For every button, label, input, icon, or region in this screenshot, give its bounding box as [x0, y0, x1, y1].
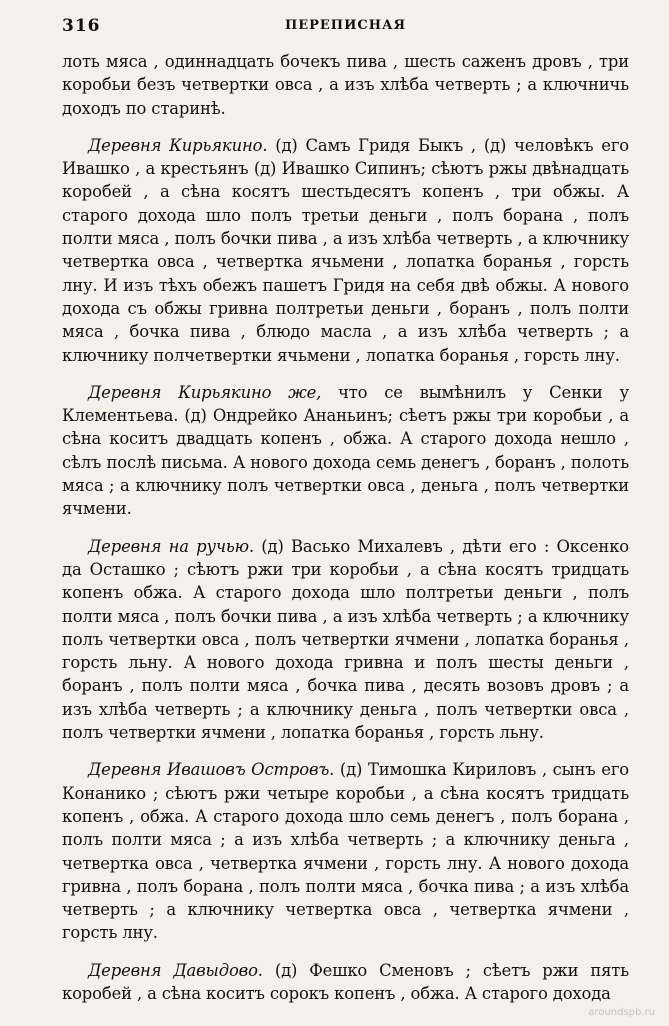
page-header	[62, 16, 629, 40]
paragraph-text: что се вымѣнилъ у Сенки у Клементьева. (д) Ондрейко Ананьинъ; сѣетъ ржы три коробьи , а сѣна коситъ двадцать копенъ , обжа. А старого дохода нешло , сѣлъ послѣ письма. А нового дохода семь денегъ , боранъ , полоть мяса ; а ключнику полъ четвертки овса , деньга , полъ четвертки ячмени.	[62, 382, 629, 519]
page-number: 316	[62, 16, 101, 36]
village-title: Деревня Кирьякино же,	[88, 382, 322, 402]
paragraph-village-davydovo	[62, 959, 629, 1006]
village-title: Деревня на ручью.	[88, 536, 255, 556]
paragraph-continuation	[62, 50, 629, 120]
paragraph-text: лоть мяса , одиннадцать бочекъ пива , шесть саженъ дровъ , три коробьи безъ четвертки овса , а изъ хлѣба четверть ; а ключничь доходъ по старинѣ.	[62, 52, 629, 118]
paragraph-text: (д) Самъ Гридя Быкъ , (д) человѣкъ его Ивашко , а крестьянъ (д) Ивашко Сипинъ; сѣютъ ржы двѣнадцать коробей , а сѣна косятъ шестьдесятъ копенъ , три обжы. А старого дохода шло полъ третьи деньги , полъ борана , полъ полти мяса , полъ бочки пива , а изъ хлѣба четверть , а ключнику четвертка овса , четвертка ячьмени , лопатка боранья , горсть лну. И изъ тѣхъ обежъ пашетъ Гридя на себя двѣ обжы. А нового дохода съ обжы гривна полтретьи деньги , боранъ , полъ полти мяса , бочка пива , блюдо масла , а изъ хлѣба четверть ; а ключнику полчетвертки ячьмени , лопатка боранья , горсть лну.	[62, 135, 629, 365]
paragraph-village-na-ruchyu	[62, 535, 629, 745]
paragraph-text: (д) Фешко Сменовъ ; сѣетъ ржи пять коробей , а сѣна коситъ сорокъ копенъ , обжа. А старого дохода	[62, 960, 629, 1003]
paragraph-village-ivashov-ostrov	[62, 758, 629, 944]
paragraph-text: (д) Васько Михалевъ , дѣти его : Оксенко да Осташко ; сѣютъ ржи три коробьи , а сѣна косятъ тридцать копенъ обжа. А старого дохода шло полтретьи деньги , полъ полти мяса , полъ бочки пива , а изъ хлѣба четверть ; а ключнику полъ четвертки овса , полъ четвертки ячмени , лопатка боранья , горсть льну. А нового дохода гривна и полъ шесты деньги , боранъ , полъ полти мяса , бочка пива , десять возовъ дровъ ; а изъ хлѣба четверть ; а ключнику деньга , полъ четвертки овса , полъ четвертки ячмени , лопатка боранья , горсть льну.	[62, 536, 630, 743]
paragraph-village-kiryakino	[62, 134, 629, 367]
running-head: ПЕРЕПИСНАЯ	[284, 18, 407, 33]
watermark: aroundspb.ru	[588, 1007, 655, 1018]
village-title: Деревня Ивашовъ Островъ.	[88, 760, 335, 780]
paragraph-village-kiryakino-zhe	[62, 381, 629, 521]
village-title: Деревня Давыдово.	[88, 960, 263, 980]
village-title: Деревня Кирьякино.	[88, 135, 268, 155]
page-body	[62, 50, 629, 1005]
paragraph-text: (д) Тимошка Кириловъ , сынъ его Конанико ; сѣютъ ржи четыре коробьи , а сѣна косятъ тридцать копенъ , обжа. А старого дохода шло семь денегъ , полъ борана , полъ полти мяса ; а изъ хлѣба четверть ; а ключнику деньга , четвертка овса , четвертка ячмени , горсть лну. А нового дохода гривна , полъ борана , полъ полти мяса , бочка пива ; а изъ хлѣба четверть ; а ключнику четвертка овса , четвертка ячмени , горсть лну.	[62, 760, 629, 943]
